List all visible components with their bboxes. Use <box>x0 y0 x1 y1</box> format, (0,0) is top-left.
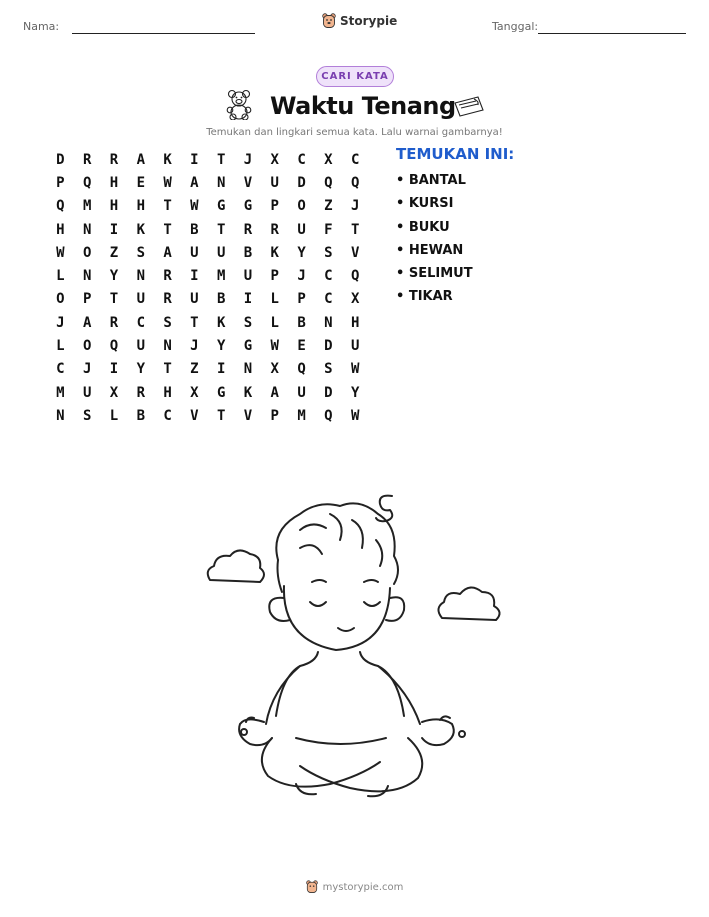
teddy-bear-icon <box>224 88 254 120</box>
grid-letter[interactable]: T <box>350 221 360 238</box>
word-search-grid <box>47 148 369 428</box>
grid-letter[interactable]: N <box>56 407 65 424</box>
grid-letter[interactable]: C <box>56 361 65 378</box>
grid-letter[interactable]: C <box>163 407 172 424</box>
date-label: Tanggal: <box>492 20 539 33</box>
grid-letter[interactable]: K <box>163 151 172 168</box>
grid-letter[interactable]: J <box>350 198 360 215</box>
grid-letter[interactable]: T <box>163 198 172 215</box>
grid-letter[interactable]: A <box>82 314 92 331</box>
grid-letter[interactable]: I <box>190 268 199 285</box>
grid-letter[interactable]: O <box>82 338 92 355</box>
grid-letter[interactable]: I <box>216 361 226 378</box>
grid-letter[interactable]: N <box>216 174 226 191</box>
grid-letter[interactable]: J <box>190 338 199 355</box>
grid-letter[interactable]: L <box>56 338 65 355</box>
grid-letter[interactable]: J <box>56 314 65 331</box>
grid-letter[interactable]: K <box>136 221 145 238</box>
grid-letter[interactable]: R <box>270 221 279 238</box>
grid-letter[interactable]: J <box>297 268 306 285</box>
grid-letter[interactable]: G <box>216 198 226 215</box>
grid-letter[interactable]: Y <box>350 384 360 401</box>
grid-letter[interactable]: O <box>56 291 65 308</box>
grid-letter[interactable]: U <box>270 174 279 191</box>
bear-logo-icon <box>306 880 318 894</box>
instructions: Temukan dan lingkari semua kata. Lalu warnai gambarnya! <box>206 127 503 138</box>
activity-badge: CARI KATA <box>316 66 394 87</box>
grid-letter[interactable]: T <box>216 407 226 424</box>
grid-row <box>47 404 369 427</box>
grid-letter[interactable]: R <box>163 291 172 308</box>
grid-letter[interactable]: P <box>270 268 279 285</box>
grid-letter[interactable]: E <box>297 338 306 355</box>
grid-letter[interactable]: V <box>243 407 253 424</box>
grid-letter[interactable]: Q <box>297 361 306 378</box>
grid-letter[interactable]: Q <box>350 174 360 191</box>
grid-letter[interactable]: H <box>109 174 119 191</box>
grid-letter[interactable]: H <box>350 314 360 331</box>
grid-letter[interactable]: O <box>297 198 306 215</box>
grid-letter[interactable]: L <box>56 268 65 285</box>
grid-letter[interactable]: U <box>190 244 199 261</box>
grid-letter[interactable]: S <box>163 314 172 331</box>
grid-letter[interactable]: C <box>324 268 333 285</box>
grid-letter[interactable]: K <box>243 384 253 401</box>
grid-letter[interactable]: R <box>136 384 145 401</box>
grid-letter[interactable]: U <box>136 338 145 355</box>
grid-letter[interactable]: P <box>270 198 279 215</box>
name-line[interactable] <box>72 33 255 34</box>
grid-letter[interactable]: T <box>163 361 172 378</box>
grid-letter[interactable]: P <box>56 174 65 191</box>
grid-letter[interactable]: L <box>270 291 279 308</box>
grid-letter[interactable]: U <box>243 268 253 285</box>
grid-letter[interactable]: S <box>324 361 333 378</box>
grid-letter[interactable]: P <box>82 291 92 308</box>
grid-letter[interactable]: X <box>109 384 119 401</box>
bear-logo-icon <box>322 13 336 29</box>
grid-row <box>47 171 369 194</box>
grid-letter[interactable]: S <box>243 314 253 331</box>
grid-letter[interactable]: U <box>136 291 145 308</box>
grid-letter[interactable]: B <box>297 314 306 331</box>
grid-letter[interactable]: D <box>297 174 306 191</box>
grid-letter[interactable]: Q <box>324 174 333 191</box>
grid-letter[interactable]: N <box>163 338 172 355</box>
grid-letter[interactable]: A <box>163 244 172 261</box>
grid-row <box>47 195 369 218</box>
grid-row <box>47 381 369 404</box>
grid-letter[interactable]: R <box>243 221 253 238</box>
grid-letter[interactable]: J <box>82 361 92 378</box>
grid-letter[interactable]: H <box>163 384 172 401</box>
grid-letter[interactable]: B <box>190 221 199 238</box>
grid-letter[interactable]: Y <box>216 338 226 355</box>
grid-row <box>47 218 369 241</box>
grid-letter[interactable]: C <box>350 151 360 168</box>
grid-letter[interactable]: X <box>324 151 333 168</box>
tissue-icon <box>452 95 486 119</box>
grid-letter[interactable]: C <box>297 151 306 168</box>
grid-row <box>47 358 369 381</box>
grid-letter[interactable]: R <box>163 268 172 285</box>
grid-letter[interactable]: M <box>297 407 306 424</box>
grid-letter[interactable]: M <box>216 268 226 285</box>
word-list <box>396 172 473 312</box>
grid-letter[interactable]: G <box>243 338 253 355</box>
grid-letter[interactable]: U <box>350 338 360 355</box>
grid-letter[interactable]: Q <box>82 174 92 191</box>
grid-letter[interactable]: N <box>82 268 92 285</box>
grid-letter[interactable]: G <box>216 384 226 401</box>
grid-letter[interactable]: D <box>324 384 333 401</box>
grid-letter[interactable]: B <box>216 291 226 308</box>
grid-letter[interactable]: R <box>109 314 119 331</box>
grid-letter[interactable]: X <box>350 291 360 308</box>
grid-letter[interactable]: H <box>136 198 145 215</box>
grid-letter[interactable]: A <box>136 151 145 168</box>
grid-letter[interactable]: M <box>82 198 92 215</box>
page-title: Waktu Tenang <box>270 92 456 120</box>
grid-letter[interactable]: O <box>82 244 92 261</box>
grid-letter[interactable]: V <box>350 244 360 261</box>
word-list-item: • BUKU <box>396 219 450 235</box>
grid-letter[interactable]: G <box>243 198 253 215</box>
grid-letter[interactable]: S <box>324 244 333 261</box>
word-list-item: • TIKAR <box>396 289 453 305</box>
grid-row <box>47 288 369 311</box>
grid-letter[interactable]: V <box>190 407 199 424</box>
grid-letter[interactable]: V <box>243 174 253 191</box>
grid-letter[interactable]: Y <box>297 244 306 261</box>
grid-letter[interactable]: Q <box>350 268 360 285</box>
footer-url[interactable]: mystorypie.com <box>322 881 404 893</box>
grid-letter[interactable]: R <box>109 151 119 168</box>
grid-letter[interactable]: C <box>136 314 145 331</box>
footer <box>0 880 709 894</box>
grid-letter[interactable]: S <box>82 407 92 424</box>
find-these-heading: TEMUKAN INI: <box>396 145 515 163</box>
grid-letter[interactable]: W <box>163 174 172 191</box>
date-line[interactable] <box>538 33 686 34</box>
grid-letter[interactable]: H <box>56 221 65 238</box>
grid-letter[interactable]: Z <box>324 198 333 215</box>
grid-letter[interactable]: X <box>270 361 279 378</box>
grid-letter[interactable]: K <box>216 314 226 331</box>
grid-letter[interactable]: W <box>350 361 360 378</box>
grid-letter[interactable]: W <box>350 407 360 424</box>
grid-letter[interactable]: I <box>109 221 119 238</box>
grid-letter[interactable]: T <box>109 291 119 308</box>
grid-letter[interactable]: T <box>216 221 226 238</box>
grid-row <box>47 264 369 287</box>
grid-letter[interactable]: N <box>243 361 253 378</box>
grid-letter[interactable]: U <box>297 384 306 401</box>
grid-letter[interactable]: C <box>324 291 333 308</box>
grid-letter[interactable]: N <box>82 221 92 238</box>
grid-letter[interactable]: I <box>243 291 253 308</box>
grid-letter[interactable]: B <box>136 407 145 424</box>
grid-row <box>47 241 369 264</box>
brand-logo <box>322 13 397 29</box>
grid-letter[interactable]: D <box>56 151 65 168</box>
grid-letter[interactable]: I <box>190 151 199 168</box>
grid-letter[interactable]: P <box>297 291 306 308</box>
grid-letter[interactable]: Z <box>109 244 119 261</box>
grid-letter[interactable]: Y <box>136 361 145 378</box>
grid-letter[interactable]: M <box>56 384 65 401</box>
brand-name: Storypie <box>340 14 398 28</box>
grid-letter[interactable]: S <box>136 244 145 261</box>
grid-letter[interactable]: X <box>270 151 279 168</box>
meditating-child-illustration <box>200 490 510 810</box>
name-label: Nama: <box>23 20 60 33</box>
grid-letter[interactable]: W <box>270 338 279 355</box>
grid-letter[interactable]: W <box>190 198 199 215</box>
grid-letter[interactable]: U <box>190 291 199 308</box>
grid-letter[interactable]: U <box>297 221 306 238</box>
grid-letter[interactable]: F <box>324 221 333 238</box>
grid-letter[interactable]: Q <box>324 407 333 424</box>
grid-letter[interactable]: I <box>109 361 119 378</box>
grid-letter[interactable]: K <box>270 244 279 261</box>
grid-letter[interactable]: N <box>324 314 333 331</box>
grid-letter[interactable]: L <box>109 407 119 424</box>
grid-letter[interactable]: U <box>216 244 226 261</box>
word-list-item: • SELIMUT <box>396 266 473 282</box>
word-list-item: • BANTAL <box>396 173 466 188</box>
grid-letter[interactable]: Q <box>109 338 119 355</box>
grid-row <box>47 148 369 171</box>
grid-letter[interactable]: Q <box>56 198 65 215</box>
word-list-item: • KURSI <box>396 196 454 212</box>
grid-letter[interactable]: B <box>243 244 253 261</box>
grid-letter[interactable]: T <box>190 314 199 331</box>
grid-letter[interactable]: Y <box>109 268 119 285</box>
grid-letter[interactable]: N <box>136 268 145 285</box>
grid-letter[interactable]: D <box>324 338 333 355</box>
grid-letter[interactable]: J <box>243 151 253 168</box>
grid-letter[interactable]: R <box>82 151 92 168</box>
grid-letter[interactable]: T <box>216 151 226 168</box>
grid-row <box>47 334 369 357</box>
grid-letter[interactable]: E <box>136 174 145 191</box>
grid-letter[interactable]: A <box>190 174 199 191</box>
grid-letter[interactable]: U <box>82 384 92 401</box>
grid-row <box>47 311 369 334</box>
grid-letter[interactable]: A <box>270 384 279 401</box>
grid-letter[interactable]: P <box>270 407 279 424</box>
grid-letter[interactable]: W <box>56 244 65 261</box>
grid-letter[interactable]: X <box>190 384 199 401</box>
grid-letter[interactable]: T <box>163 221 172 238</box>
grid-letter[interactable]: L <box>270 314 279 331</box>
grid-letter[interactable]: Z <box>190 361 199 378</box>
grid-letter[interactable]: H <box>109 198 119 215</box>
word-list-item: • HEWAN <box>396 242 464 258</box>
